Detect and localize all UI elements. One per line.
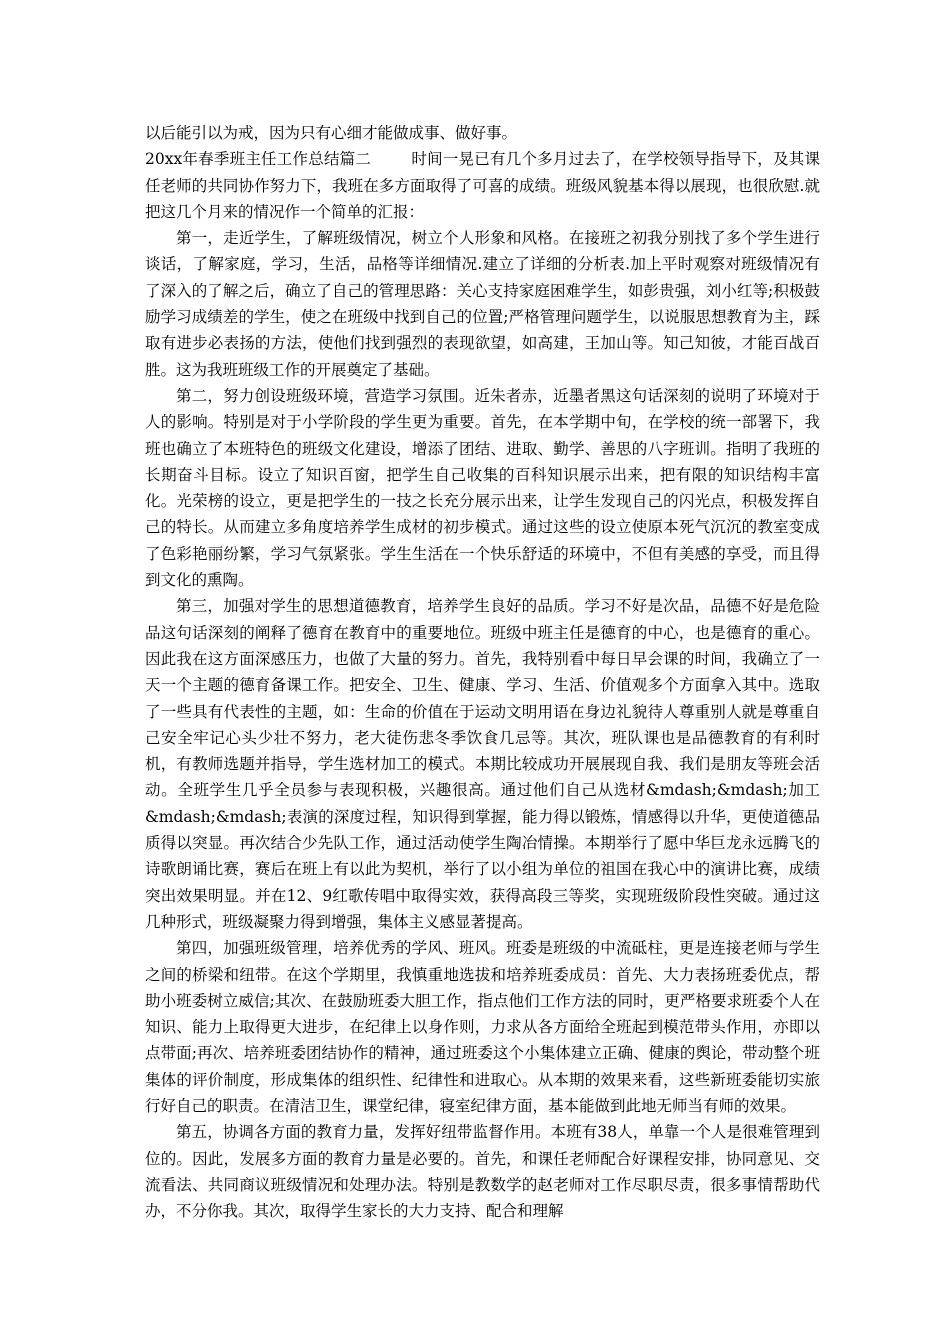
intro-line: 以后能引以为戒，因为只有心细才能做成事、做好事。 <box>145 124 518 142</box>
document-page <box>145 120 820 1224</box>
paragraph-fourth: 第四，加强班级管理，培养优秀的学风、班风。班委是班级的中流砥柱，更是连接老师与学生之间的桥梁和纽带。在这个学期里，我慎重地选拔和培养班委成员：首先、大力表扬班委优点，帮助小班委树立威信;其次、在鼓励班委大胆工作，指点他们工作方法的同时，更严格要求班委个人在知识、能力上取得更大进步，在纪律上以身作则，力求从各方面给全班起到模范带头作用，亦即以点带面;再次、培养班委团结协作的精神，通过班委这个小集体建立正确、健康的舆论，带动整个班集体的评价制度，形成集体的组织性、纪律性和进取心。从本期的效果来看，这些新班委能切实旅行好自己的职责。在清洁卫生，课堂纪律，寝室纪律方面，基本能做到此地无师当有师的效果。 <box>145 939 820 1115</box>
section-heading-paragraph <box>145 146 820 225</box>
section-title: 20xx年春季班主任工作总结篇二 <box>145 150 372 169</box>
paragraph-fifth: 第五，协调各方面的教育力量，发挥好纽带监督作用。本班有38人，单靠一个人是很难管理到位的。因此，发展多方面的教育力量是必要的。首先，和课任老师配合好课程安排，协同意见、交流看法、共同商议班级情况和处理办法。特别是教数学的赵老师对工作尽职尽责，很多事情帮助代办，不分你我。其次，取得学生家长的大力支持、配合和理解 <box>145 1123 820 1221</box>
section-lead: 时间一晃已有几个多月过去了，在学校领导指导下，及其课任老师的共同协作努力下，我班在多方面取得了可喜的成绩。班级风貌基本得以展现，也很欣慰.就把这几个月来的情况作一个简单的汇报： <box>145 150 820 221</box>
paragraph-second: 第二，努力创设班级环境，营造学习氛围。近朱者赤，近墨者黑这句话深刻的说明了环境对于人的影响。特别是对于小学阶段的学生更为重要。首先，在本学期中旬，在学校的统一部署下，我班也确立了本班特色的班级文化建设，增添了团结、进取、勤学、善思的八字班训。指明了我班的长期奋斗目标。设立了知识百窗，把学生自己收集的百科知识展示出来，把有限的知识结构丰富化。光荣榜的设立，更是把学生的一技之长充分展示出来，让学生发现自己的闪光点，积极发挥自己的特长。从而建立多角度培养学生成材的初步模式。通过这些的设立使原本死气沉沉的教室变成了色彩艳丽纷繁，学习气氛紧张。学生生活在一个快乐舒适的环境中，不但有美感的享受，而且得到文化的熏陶。 <box>145 386 820 590</box>
paragraph-third: 第三，加强对学生的思想道德教育，培养学生良好的品质。学习不好是次品，品德不好是危险品这句话深刻的阐释了德育在教育中的重要地位。班级中班主任是德育的中心，也是德育的重心。因此我在这方面深感压力，也做了大量的努力。首先，我特别看中每日早会课的时间，我确立了一天一个主题的德育备课工作。把安全、卫生、健康、学习、生活、价值观多个方面拿入其中。选取了一些具有代表性的主题，如：生命的价值在于运动文明用语在身边礼貌待人尊重别人就是尊重自己安全牢记心头少壮不努力，老大徒伤悲冬季饮食几忌等。其次，班队课也是品德教育的有利时机，有教师选题并指导，学生选材加工的模式。本期比较成功开展展现自我、我们是朋友等班会活动。全班学生几乎全员参与表现积极，兴趣很高。通过他们自己从选材&mdash;&mdash;加工&mdash;&mdash;表演的深度过程，知识得到掌握，能力得以锻炼，情感得以升华，更使道德品质得以突显。再次结合少先队工作，通过活动使学生陶冶情操。本期举行了愿中华巨龙永远腾飞的诗歌朗诵比赛，赛后在班上有以此为契机，举行了以小组为单位的祖国在我心中的演讲比赛，成绩突出效果明显。并在12、9红歌传唱中取得实效，获得高段三等奖，实现班级阶段性突破。通过这几种形式，班级凝聚力得到增强，集体主义感显著提高。 <box>145 597 820 931</box>
paragraph-first: 第一，走近学生，了解班级情况，树立个人形象和风格。在接班之初我分别找了多个学生进行谈话，了解家庭，学习，生活，品格等详细情况.建立了详细的分析表.加上平时观察对班级情况有了深入的了解之后，确立了自己的管理思路：关心支持家庭困难学生，如彭贵强，刘小红等;积极鼓励学习成绩差的学生，使之在班级中找到自己的位置;严格管理问题学生，以说服思想教育为主，踩取有进步必表扬的方法，使他们找到强烈的表现欲望，如高建，王加山等。知己知彼，才能百战百胜。这为我班班级工作的开展奠定了基础。 <box>145 229 820 379</box>
